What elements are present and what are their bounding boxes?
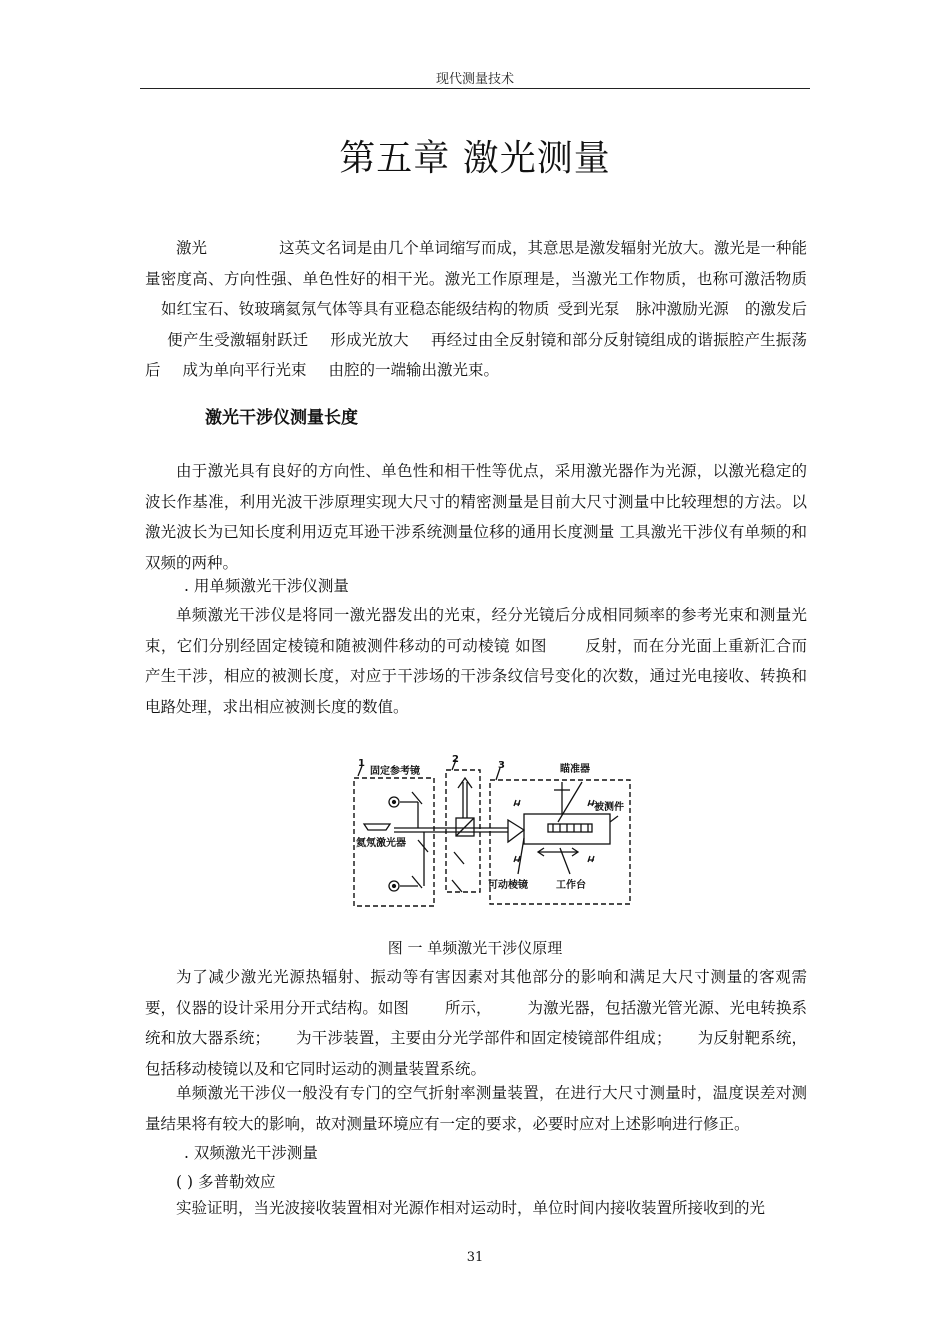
table-label: 工作台 bbox=[556, 880, 586, 891]
aimer-label: 瞄准器 bbox=[560, 764, 590, 775]
laser-label: 氦氖激光器 bbox=[356, 838, 406, 849]
body-paragraph-1: 由于激光具有良好的方向性、单色性和相干性等优点，采用激光器作为光源，以激光稳定的波长作基准，利用光波干涉原理实现大尺寸的精密测量是目前大尺寸测量中比较理想的方法。以激光波长为已知长度利用迈克耳逊干涉系统测量位移的通用长度测量 工具激光干涉仪有单频的和双频的两种。 bbox=[145, 462, 807, 572]
list-item-single-freq: . 用单频激光干涉仪测量 bbox=[184, 577, 349, 595]
body-paragraph-2: 单频激光干涉仪是将同一激光器发出的光束，经分光镜后分成相同频率的参考光束和测量光束，它们分别经固定棱镜和随被测件移动的可动棱镜 如图 反射，而在分光面上重新汇合而产生干涉，相应的被测长度，对应于干涉场的干涉条纹信号变化的次数，通过光电接收、转换和电路处理，求出相应被测长度的数值。 bbox=[145, 606, 807, 716]
movable-prism-label: 可动棱镜 bbox=[488, 880, 528, 891]
intro-term: 激光 bbox=[176, 239, 208, 257]
subsection-doppler: ( ) 多普勒效应 bbox=[176, 1173, 276, 1191]
header-rule bbox=[140, 88, 810, 89]
movable-prism bbox=[508, 820, 524, 842]
figure-label-3: 3 bbox=[498, 760, 505, 771]
body-paragraph-3: 为了减少激光光源热辐射、振动等有害因素对其他部分的影响和满足大尺寸测量的客观需要，仪器的设计采用分开式结构。如图 所示， 为激光器，包括激光管光源、光电转换系统和放大器系统； 为干涉装置，主要由分光学部件和固定棱镜部件组成； 为反射靶系统，包括移动棱镜以及和它同时运动的测量装置系统。 bbox=[145, 968, 807, 1078]
body-paragraph-4: 单频激光干涉仪一般没有专门的空气折射率测量装置，在进行大尺寸测量时，温度误差对测量结果将有较大的影响，故对测量环境应有一定的要求，必要时应对上述影响进行修正。 bbox=[145, 1084, 807, 1133]
figure-label-1: 1 bbox=[358, 758, 365, 769]
page-number: 31 bbox=[466, 1250, 484, 1265]
intro-paragraph: 激光 这英文名词是由几个单词缩写而成，其意思是激发辐射光放大。激光是一种能量密度高、方向性强、单色性好的相干光。激光工作原理是，当激光工作物质，也称可激活物质如红宝石、钕玻璃氦氖气体等具有亚稳态能级结构的物质 受到光泵 脉冲激励光源 的激发后便产生受激辐射跃迁 形成光放大 再经过由全反射镜和部分反射镜组成的谐振腔产生振荡后 成为单向平行光束 由腔的一端输出激光束。 bbox=[145, 239, 807, 379]
section-heading: 激光干涉仪测量长度 bbox=[205, 408, 358, 428]
interferometer-figure bbox=[348, 752, 638, 912]
fixed-mirror-label: 固定参考镜 bbox=[370, 766, 420, 777]
chapter-title: 第五章 激光测量 bbox=[339, 138, 611, 179]
list-item-dual-freq: . 双频激光干涉测量 bbox=[184, 1144, 318, 1162]
running-header: 现代测量技术 bbox=[435, 72, 514, 87]
interferometer-diagram bbox=[348, 752, 638, 912]
body-paragraph-5: 实验证明，当光波接收装置相对光源作相对运动时，单位时间内接收装置所接收到的光 bbox=[176, 1199, 766, 1217]
figure-label-2: 2 bbox=[452, 754, 459, 765]
workpiece-label: 被测件 bbox=[594, 802, 624, 813]
figure-caption: 图 一 单频激光干涉仪原理 bbox=[387, 939, 563, 957]
